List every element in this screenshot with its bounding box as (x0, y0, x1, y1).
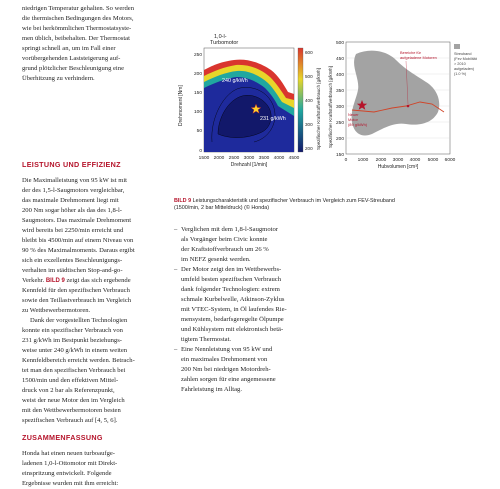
legend-line: aufgeladen) (454, 67, 475, 71)
text-line: men üblich, beibehalten. Der Thermostat (22, 35, 130, 42)
text-line: Fahrleistung im Alltag. (181, 386, 242, 393)
text-line: und Kühlsystem mit elektronisch betä- (181, 326, 284, 333)
text-line: dank folgender Technologien: extrem (181, 286, 280, 293)
text-line: Die Maximalleistung von 95 kW ist mit (22, 177, 128, 184)
text-line: Dank der vorgestellten Technologien (30, 317, 128, 324)
x-tick: 4500 (288, 156, 300, 161)
y-tick: 150 (335, 153, 344, 158)
text-line: niedrigen Temperatur gehalten. So werden (22, 5, 135, 12)
text-line: ladenen 1,0-l-Ottomotor mit Direkt- (22, 460, 118, 467)
text-line: tigtem Thermostat. (181, 336, 232, 343)
text-line: Kennfeldbereich erreicht werden. Betrach- (22, 357, 135, 364)
engine-map-chart (178, 34, 321, 168)
legend-line: Streuband (454, 52, 472, 56)
text-line: verhalten im städtischen Stop-and-go- (22, 267, 123, 274)
text-line: umfeld besten spezifischen Verbrauch (181, 276, 282, 283)
results-list (174, 225, 484, 395)
right-column (174, 225, 484, 395)
text-line: Eine Nennleistung von 95 kW und (181, 346, 273, 353)
y-tick: 200 (193, 72, 202, 77)
caption-text: (1500/min, 2 bar Mitteldruck) (© Honda) (174, 205, 270, 211)
y-tick: 500 (335, 41, 344, 46)
x-tick: 3000 (392, 158, 404, 163)
x-tick: 0 (344, 158, 348, 163)
displacement-chart (328, 40, 478, 170)
y-tick: 50 (196, 129, 202, 134)
legend-line: (1.0 %) (454, 72, 467, 76)
text-line: springt schnell an, um im Fall einer (22, 45, 116, 52)
engine-label-2: Turbomotor (210, 40, 239, 46)
text-line: zahlen sorgen für eine angemessene (181, 376, 276, 383)
performance-paragraph (22, 176, 165, 316)
text-line: mit den Wettbewerbermotoren besten (22, 407, 121, 414)
cb-tick: 600 (305, 50, 313, 55)
x-tick: 6000 (444, 158, 456, 163)
y-tick-labels (194, 52, 202, 154)
legend-line: > 2010 (454, 62, 466, 66)
text-line: Saugmotors. Das maximale Drehmoment (22, 217, 132, 224)
list-item (174, 225, 484, 265)
list-item (174, 345, 484, 395)
text-line: 200 Nm sogar höher als das des 1,8-l- (22, 207, 122, 214)
x-tick-labels (199, 155, 300, 161)
figure-reference[interactable]: BILD 9 (45, 278, 65, 284)
text-fragment: Verkehr. (22, 277, 45, 284)
text-line: mit VTEC-System, in Öl laufendes Rie- (181, 306, 287, 313)
annotation-line: Bereiche für (400, 50, 421, 55)
legend (454, 52, 478, 76)
x-tick: 4000 (409, 158, 421, 163)
text-line: konnte ein spezifischer Verbrauch von (22, 327, 123, 334)
text-line: druck von 2 bar als Referenzpunkt, (22, 387, 115, 394)
cb-tick: 300 (305, 122, 313, 127)
text-line: mensystem, bedarfsgeregelte Ölpumpe (181, 316, 284, 323)
text-line: als Vorgänger beim Civic konnte (181, 236, 268, 243)
text-line: 200 Nm bei niedrigen Motordreh- (181, 366, 271, 373)
comparison-y-label: Spezifischer Kraftstoffverbrauch [g/kWh] (328, 66, 333, 148)
text-line: wie bei herkömmlichen Thermostatsyste- (22, 25, 132, 32)
bullet-dash: – (174, 346, 178, 353)
text-line: schmale Kurbelwelle, Atkinson-Zyklus (181, 296, 285, 303)
text-line: bleibt bis 4500/min auf einem Niveau von (22, 237, 134, 244)
bullet-dash: – (174, 226, 178, 233)
label-231: 231 g/kWh (260, 116, 286, 122)
cb-tick: 400 (305, 98, 313, 103)
legend-line: (Fev Mobilität (454, 57, 477, 61)
x-tick: 1000 (357, 158, 369, 163)
text-line: sowie den Teillastverbrauch im Vergleich (22, 297, 132, 304)
caption-text: Leistungscharakteristik und spezifischer Verbrauch im Vergleich zum FEV-Streuband (192, 198, 395, 204)
text-line: sich ein exzellentes Beschleunigungs- (22, 257, 123, 264)
text-line: der Kraftstoffverbrauch um 26 % (181, 246, 269, 253)
text-line: 1500/min und den effektiven Mittel- (22, 377, 119, 384)
caption-label: BILD 9 (174, 198, 192, 204)
section-heading-performance: LEISTUNG UND EFFIZIENZ (22, 160, 121, 169)
annotation-line: Motor (348, 117, 358, 122)
summary-paragraph (22, 449, 165, 489)
text-line: einspritzung entwickelt. Folgende (22, 470, 112, 477)
x-tick: 2000 (213, 156, 225, 161)
efficiency-paragraph (22, 316, 165, 426)
cb-tick: 500 (305, 74, 313, 79)
text-line: Honda hat einen neuen turboaufge- (22, 450, 116, 457)
x-tick: 3500 (258, 156, 270, 161)
text-line: der des 1,5-l-Saugmotors vergleichbar, (22, 187, 125, 194)
cb-tick: 200 (305, 146, 313, 151)
text-line: weise unter 240 g/kWh in einem weiten (22, 347, 128, 354)
comparison-x-ticks (345, 157, 456, 163)
x-tick: 2000 (375, 158, 387, 163)
figure-svg (174, 30, 484, 200)
text-line: wird bereits bei 2250/min erreicht und (22, 227, 124, 234)
text-line: Überhitzung zu verhindern. (22, 75, 95, 82)
y-tick: 450 (335, 57, 344, 62)
y-tick: 250 (335, 121, 344, 126)
colorbar-label: Spezifischer Kraftstoffverbrauch [g/kWh] (316, 68, 321, 150)
comparison-y-ticks (336, 40, 344, 158)
y-tick: 300 (335, 105, 344, 110)
text-line: weist der neue Motor den im Vergleich (22, 397, 125, 404)
x-tick: 3000 (243, 156, 255, 161)
annotation-line: Neuer (348, 112, 359, 117)
y-tick: 200 (335, 137, 344, 142)
x-tick: 1500 (198, 156, 210, 161)
colorbar (298, 48, 303, 152)
colorbar-ticks (305, 50, 313, 151)
text-line: 231 g/kWh im Bestpunkt beziehungs- (22, 337, 122, 344)
y-tick: 150 (193, 91, 202, 96)
text-line (22, 276, 165, 286)
y-tick: 100 (193, 110, 202, 115)
y-tick: 350 (335, 89, 344, 94)
text-line: Ergebnisse wurden mit ihm erreicht: (22, 480, 119, 487)
x-axis-label: Drehzahl [1/min] (230, 162, 268, 168)
figure-9 (174, 30, 484, 220)
section-heading-summary: ZUSAMMENFASSUNG (22, 433, 103, 442)
bullet-dash: – (174, 266, 178, 273)
intro-paragraph (22, 4, 165, 84)
text-line: grund plötzlicher Beschleunigung eine (22, 65, 124, 72)
engine-label-1: 1,0-l- (214, 34, 227, 40)
y-tick: 0 (199, 149, 202, 154)
legend-swatch (454, 44, 460, 49)
text-line: zu Wettbewerbermotoren. (22, 307, 91, 314)
list-item (174, 265, 484, 345)
text-line: tet man den spezifischen Verbrauch bei (22, 367, 126, 374)
reference-marker (407, 105, 410, 108)
text-line: das maximale Drehmoment liegt mit (22, 197, 119, 204)
text-line: 90 % des Maximalmoments. Daraus ergibt (22, 247, 135, 254)
text-line: Kennfeld für den spezifischen Verbrauch (22, 287, 130, 294)
comparison-x-label: Hubvolumen [cm³] (377, 164, 419, 170)
x-tick: 5000 (427, 158, 439, 163)
annotation-line: aufgeladene Motoren (400, 55, 437, 60)
text-line: spezifischen Verbrauch auf [4, 5, 6]. (22, 417, 118, 424)
x-tick: 2500 (228, 156, 240, 161)
text-line: ein maximales Drehmoment von (181, 356, 268, 363)
y-axis-label: Drehmoment [Nm] (178, 85, 184, 126)
y-tick: 400 (335, 73, 344, 78)
text-line: im NEFZ gesenkt werden. (181, 256, 251, 263)
annotation-line: (89 g/kWh) (348, 122, 368, 127)
label-240: 240 g/kWh (222, 78, 248, 84)
x-tick: 4000 (273, 156, 285, 161)
text-line: Der Motor zeigt den im Wettbewerbs- (181, 266, 282, 273)
y-tick: 250 (193, 53, 202, 58)
text-fragment: zeigt das sich ergebende (66, 277, 131, 284)
figure-caption (174, 198, 474, 212)
text-line: Verglichen mit dem 1,8-l-Saugmotor (181, 226, 278, 233)
text-line: vorübergehenden Laststeigerung auf- (22, 55, 121, 62)
text-line: die thermischen Bedingungen des Motors, (22, 15, 134, 22)
